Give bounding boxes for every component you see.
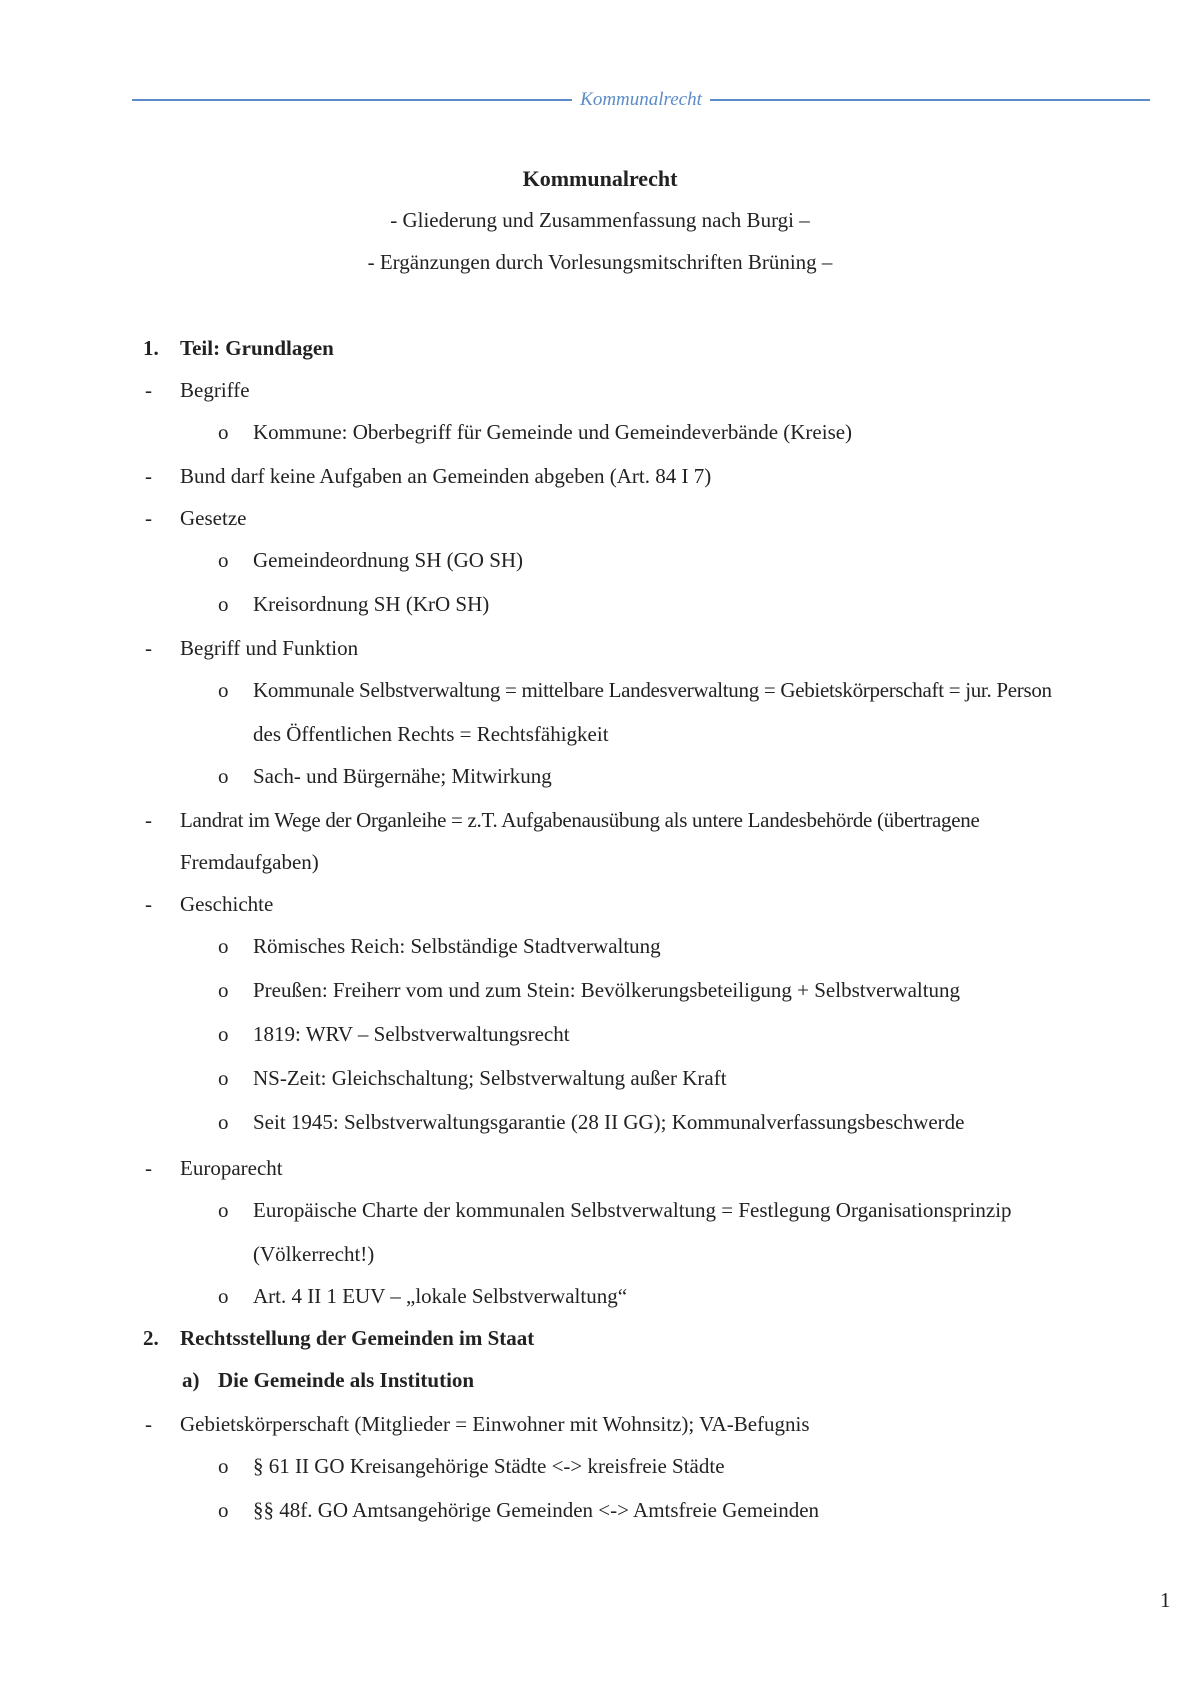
list-item-text: Bund darf keine Aufgaben an Gemeinden abgeben (Art. 84 I 7) xyxy=(180,464,712,488)
sub-list-item-text: Kreisordnung SH (KrO SH) xyxy=(253,592,490,616)
list-item-text: Geschichte xyxy=(180,892,274,916)
dash-bullet: - xyxy=(145,636,152,660)
circle-bullet: o xyxy=(218,934,229,958)
circle-bullet: o xyxy=(218,548,229,572)
circle-bullet: o xyxy=(218,1284,229,1308)
list-item-text: Begriffe xyxy=(180,378,250,402)
circle-bullet: o xyxy=(218,420,229,444)
sub-list-item-text: Europäische Charte der kommunalen Selbstverwaltung = Festlegung Organisationsprinzip xyxy=(253,1198,1012,1222)
dash-bullet: - xyxy=(145,892,152,916)
document-subtitle-2: - Ergänzungen durch Vorlesungsmitschriften Brüning – xyxy=(367,250,833,274)
continuation-text: Fremdaufgaben) xyxy=(180,850,319,874)
circle-bullet: o xyxy=(218,1022,229,1046)
circle-bullet: o xyxy=(218,592,229,616)
circle-bullet: o xyxy=(218,1110,229,1134)
sub-list-item-text: Seit 1945: Selbstverwaltungsgarantie (28 II GG); Kommunalverfassungsbeschwerde xyxy=(253,1110,965,1134)
section-title: Rechtsstellung der Gemeinden im Staat xyxy=(180,1326,535,1350)
dash-bullet: - xyxy=(145,808,152,832)
continuation-text: (Völkerrecht!) xyxy=(253,1242,375,1266)
sub-list-item-text: Römisches Reich: Selbständige Stadtverwaltung xyxy=(253,934,661,958)
section-number: 1. xyxy=(143,336,159,360)
page-header xyxy=(132,88,1150,112)
sub-list-item-text: 1819: WRV – Selbstverwaltungsrecht xyxy=(253,1022,570,1046)
sub-list-item-text: NS-Zeit: Gleichschaltung; Selbstverwaltung außer Kraft xyxy=(253,1066,727,1090)
circle-bullet: o xyxy=(218,1498,229,1522)
section-title: Teil: Grundlagen xyxy=(180,336,334,360)
document-subtitle-1: - Gliederung und Zusammenfassung nach Burgi – xyxy=(390,208,810,232)
dash-bullet: - xyxy=(145,1412,152,1436)
list-item-text: Gesetze xyxy=(180,506,247,530)
sub-list-item-text: Kommunale Selbstverwaltung = mittelbare Landesverwaltung = Gebietskörperschaft = jur. Person xyxy=(253,678,1052,702)
header-rule-right xyxy=(710,99,1150,101)
circle-bullet: o xyxy=(218,978,229,1002)
subsection-title: Die Gemeinde als Institution xyxy=(218,1368,475,1392)
circle-bullet: o xyxy=(218,1198,229,1222)
list-item-text: Europarecht xyxy=(180,1156,283,1180)
page-number: 1 xyxy=(1160,1588,1171,1612)
dash-bullet: - xyxy=(145,1156,152,1180)
list-item-text: Landrat im Wege der Organleihe = z.T. Aufgabenausübung als untere Landesbehörde (übertragene xyxy=(180,808,980,832)
list-item-text: Gebietskörperschaft (Mitglieder = Einwohner mit Wohnsitz); VA-Befugnis xyxy=(180,1412,810,1436)
subsection-letter: a) xyxy=(182,1368,200,1392)
list-item-text: Begriff und Funktion xyxy=(180,636,359,660)
dash-bullet: - xyxy=(145,506,152,530)
header-text: Kommunalrecht xyxy=(580,89,702,110)
continuation-text: des Öffentlichen Rechts = Rechtsfähigkeit xyxy=(253,722,609,746)
sub-list-item-text: Preußen: Freiherr vom und zum Stein: Bevölkerungsbeteiligung + Selbstverwaltung xyxy=(253,978,961,1002)
document-title: Kommunalrecht xyxy=(522,166,678,191)
dash-bullet: - xyxy=(145,378,152,402)
sub-list-item-text: Gemeindeordnung SH (GO SH) xyxy=(253,548,524,572)
sub-list-item-text: §§ 48f. GO Amtsangehörige Gemeinden <-> Amtsfreie Gemeinden xyxy=(253,1498,820,1522)
sub-list-item-text: § 61 II GO Kreisangehörige Städte <-> kreisfreie Städte xyxy=(253,1454,725,1478)
circle-bullet: o xyxy=(218,764,229,788)
sub-list-item-text: Sach- und Bürgernähe; Mitwirkung xyxy=(253,764,552,788)
header-rule-left xyxy=(132,99,572,101)
dash-bullet: - xyxy=(145,464,152,488)
sub-list-item-text: Art. 4 II 1 EUV – „lokale Selbstverwaltung“ xyxy=(253,1284,628,1308)
circle-bullet: o xyxy=(218,1066,229,1090)
circle-bullet: o xyxy=(218,1454,229,1478)
sub-list-item-text: Kommune: Oberbegriff für Gemeinde und Gemeindeverbände (Kreise) xyxy=(253,420,853,444)
section-number: 2. xyxy=(143,1326,159,1350)
circle-bullet: o xyxy=(218,678,229,702)
